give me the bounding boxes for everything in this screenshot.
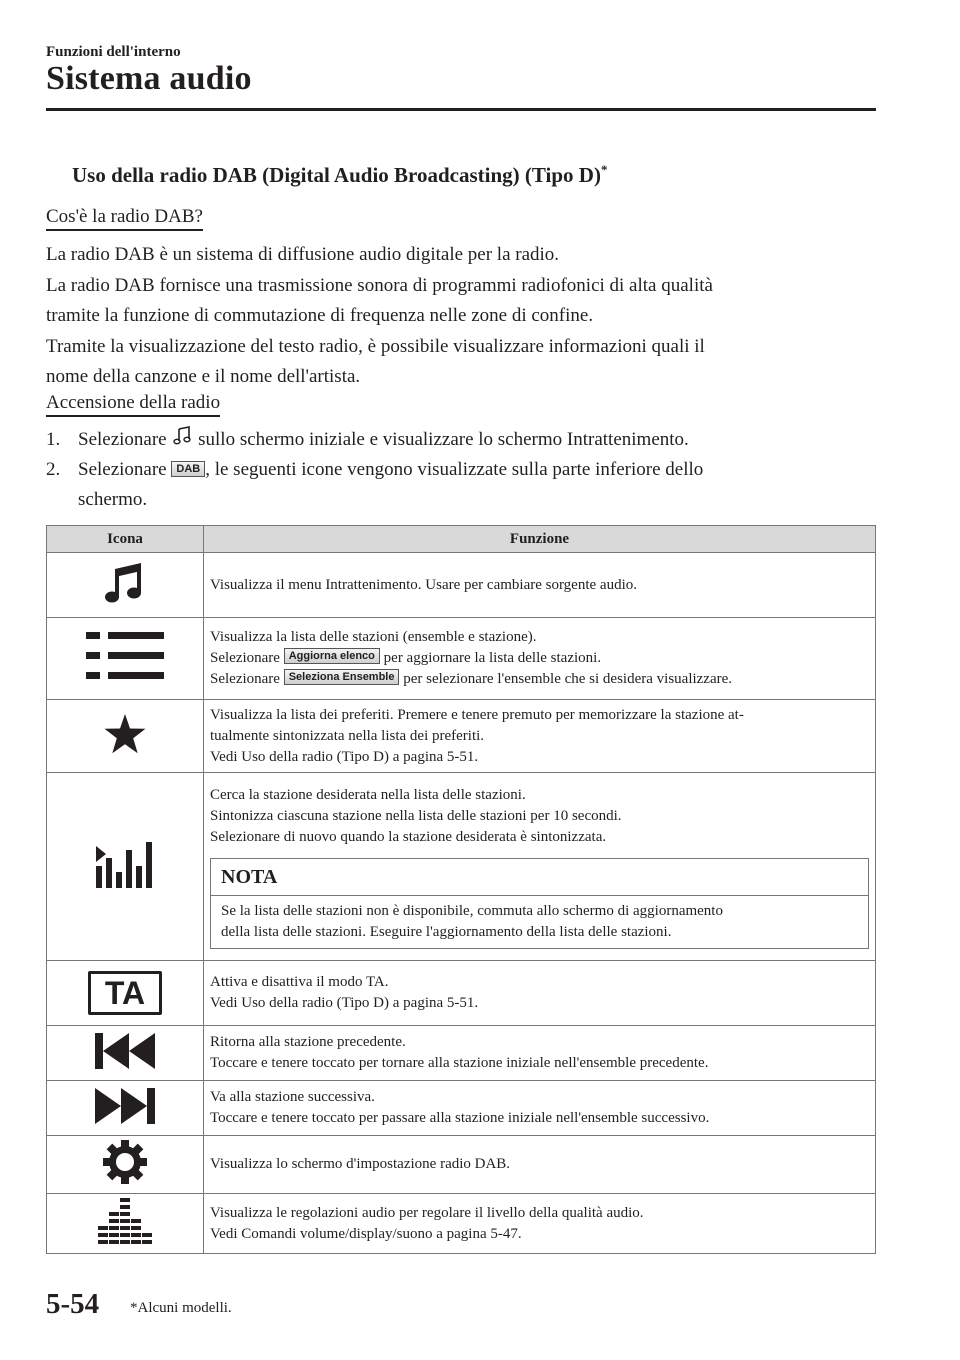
star-icon	[104, 714, 146, 754]
heading-what-is-dab: Cos'è la radio DAB?	[46, 206, 203, 231]
ta-icon: TA	[88, 971, 162, 1015]
step-1	[46, 425, 876, 455]
step-number: 1.	[46, 429, 61, 450]
icon-cell	[47, 553, 204, 618]
equalizer-icon	[98, 1198, 152, 1244]
table-header-row	[47, 526, 876, 553]
music-note-icon	[171, 425, 193, 447]
section-title	[72, 162, 607, 188]
gear-icon	[103, 1140, 147, 1184]
table-row	[47, 1136, 876, 1194]
footnote: *Alcuni modelli.	[130, 1300, 232, 1316]
page-title: Sistema audio	[46, 60, 252, 97]
function-cell: Cerca la stazione desiderata nella lista delle stazioni. Sintonizza ciascuna stazione nella lista delle stazioni per 10 secondi. Selezionare di nuovo quando la stazione desiderata è sintonizzata. NOTA Se la lista delle stazioni non è disponibile, commuta allo schermo di aggiornamento della lista delle stazioni. Eseguire l'aggiornamento della lista delle stazioni.	[204, 773, 876, 961]
intro-paragraph	[46, 240, 876, 393]
dab-button[interactable]: DAB	[171, 461, 205, 477]
table-row	[47, 773, 876, 961]
steps-list	[46, 425, 876, 515]
col-icon-header: Icona	[47, 526, 204, 553]
scan-icon	[94, 838, 156, 890]
table-row	[47, 1194, 876, 1254]
previous-icon	[95, 1033, 155, 1069]
chapter-label: Funzioni dell'interno	[46, 44, 181, 60]
header-rule	[46, 108, 876, 111]
function-cell: Visualizza il menu Intrattenimento. Usare per cambiare sorgente audio.	[204, 553, 876, 618]
icon-cell	[47, 1194, 204, 1254]
function-cell: Visualizza la lista dei preferiti. Premere e tenere premuto per memorizzare la stazione at- tualmente sintonizzata nella lista dei preferiti. Vedi Uso della radio (Tipo D) a pagina 5-51.	[204, 700, 876, 773]
music-note-icon	[103, 559, 147, 607]
function-cell: Va alla stazione successiva. Toccare e tenere toccato per passare alla stazione iniziale nell'ensemble successivo.	[204, 1081, 876, 1136]
table-row	[47, 1026, 876, 1081]
function-cell: Visualizza la lista delle stazioni (ensemble e stazione). Selezionare Aggiorna elenco per aggiornare la lista delle stazioni. Selezionare Seleziona Ensemble per selezionare l'ensemble che si desidera visualizzare.	[204, 618, 876, 700]
intro-line: La radio DAB è un sistema di diffusione audio digitale per la radio.	[46, 244, 560, 265]
function-cell: Ritorna alla stazione precedente. Toccare e tenere toccato per tornare alla stazione iniziale nell'ensemble precedente.	[204, 1026, 876, 1081]
aggiorna-elenco-button[interactable]: Aggiorna elenco	[284, 648, 380, 664]
table-row	[47, 700, 876, 773]
icon-cell	[47, 961, 204, 1026]
intro-line: La radio DAB fornisce una trasmissione sonora di programmi radiofonici di alta qualità	[46, 274, 713, 296]
list-icon	[86, 631, 164, 681]
table-row	[47, 553, 876, 618]
function-cell: Attiva e disattiva il modo TA. Vedi Uso della radio (Tipo D) a pagina 5-51.	[204, 961, 876, 1026]
table-row	[47, 618, 876, 700]
seleziona-ensemble-button[interactable]: Seleziona Ensemble	[284, 669, 400, 685]
step-number: 2.	[46, 459, 61, 480]
section-asterisk: *	[600, 162, 608, 177]
note-box	[210, 858, 869, 949]
icon-cell	[47, 618, 204, 700]
icon-cell	[47, 773, 204, 961]
icon-function-table	[46, 525, 876, 1254]
step-text: Selezionare DAB , le seguenti icone vengono visualizzate sulla parte inferiore dello schermo.	[78, 459, 704, 510]
intro-line: tramite la funzione di commutazione di frequenza nelle zone di confine.	[46, 305, 594, 326]
function-cell: Visualizza lo schermo d'impostazione radio DAB.	[204, 1136, 876, 1194]
table-row	[47, 961, 876, 1026]
intro-line: Tramite la visualizzazione del testo radio, è possibile visualizzare informazioni quali il	[46, 335, 705, 357]
icon-cell	[47, 1026, 204, 1081]
function-cell: Visualizza le regolazioni audio per regolare il livello della qualità audio. Vedi Comandi volume/display/suono a pagina 5-47.	[204, 1194, 876, 1254]
note-title: NOTA	[211, 859, 868, 896]
col-function-header: Funzione	[204, 526, 876, 553]
step-2	[46, 455, 876, 515]
next-icon	[95, 1088, 155, 1124]
icon-cell	[47, 700, 204, 773]
icon-cell	[47, 1136, 204, 1194]
table-row	[47, 1081, 876, 1136]
heading-power-on: Accensione della radio	[46, 392, 220, 417]
step-text: Selezionare sullo schermo iniziale e visualizzare lo schermo Intrattenimento.	[78, 425, 689, 455]
section-title-text: Uso della radio DAB (Digital Audio Broadcasting) (Tipo D)	[72, 163, 601, 187]
page-number: 5-54	[46, 1288, 100, 1320]
note-body: Se la lista delle stazioni non è disponibile, commuta allo schermo di aggiornamento della lista delle stazioni. Eseguire l'aggiornamento della lista delle stazioni.	[221, 903, 723, 940]
intro-line: nome della canzone e il nome dell'artista.	[46, 366, 361, 387]
icon-cell	[47, 1081, 204, 1136]
